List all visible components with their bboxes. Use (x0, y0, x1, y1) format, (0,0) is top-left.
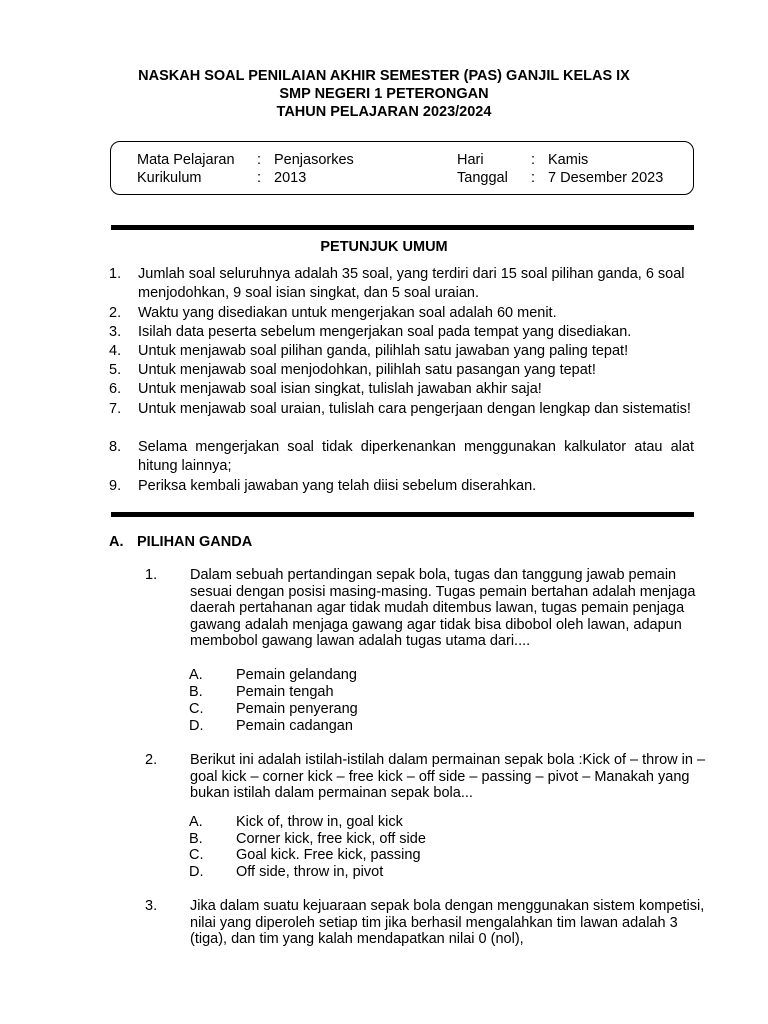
option-text: Goal kick. Free kick, passing (236, 847, 421, 863)
option-text: Pemain gelandang (236, 667, 357, 683)
instruction-number: 8. (109, 439, 122, 455)
instruction-number: 5. (109, 362, 122, 378)
day-label: Hari (457, 152, 484, 168)
instruction-text: Untuk menjawab soal pilihan ganda, pilihlah satu jawaban yang paling tepat! (138, 343, 629, 359)
option-letter: D. (189, 864, 204, 880)
option-letter: A. (189, 814, 203, 830)
curriculum-value: 2013 (274, 170, 307, 186)
option-letter: C. (189, 701, 204, 717)
question-text: Berikut ini adalah istilah-istilah dalam permainan sepak bola :Kick of – throw in – goal kick – corner kick – free kick – off side – passing – pivot – Manakah yang bukan istilah dalam permainan sepak bola... (190, 752, 706, 802)
option-text: Off side, throw in, pivot (236, 864, 384, 880)
subject-separator: : (257, 152, 262, 168)
instruction-text: Isilah data peserta sebelum mengerjakan soal pada tempat yang disediakan. (138, 324, 632, 340)
option-text: Pemain cadangan (236, 718, 353, 734)
subject-label: Mata Pelajaran (137, 152, 235, 168)
instruction-text: Periksa kembali jawaban yang telah diisi sebelum diserahkan. (138, 478, 537, 494)
instruction-text: Untuk menjawab soal menjodohkan, pilihlah satu pasangan yang tepat! (138, 362, 596, 378)
option-letter: B. (189, 684, 203, 700)
question-text: Dalam sebuah pertandingan sepak bola, tugas dan tanggung jawab pemain sesuai dengan posisi masing-masing. Tugas pemain bertahan adalah menjaga daerah pertahanan agar tidak mudah ditembus lawan, tugas pemain penjaga gawang adalah menjaga gawang agar tidak bisa dibobol oleh lawan, adapun membobol gawang lawan adalah tugas utama dari.... (190, 567, 696, 650)
instruction-text: Waktu yang disediakan untuk mengerjakan soal adalah 60 menit. (138, 305, 557, 321)
instruction-text: Jumlah soal seluruhnya adalah 35 soal, yang terdiri dari 15 soal pilihan ganda, 6 soal menjodohkan, 9 soal isian singkat, dan 5 soal uraian. (138, 266, 685, 301)
subject-value: Penjasorkes (274, 152, 354, 168)
instruction-number: 7. (109, 401, 122, 417)
curriculum-label: Kurikulum (137, 170, 202, 186)
question-number: 1. (145, 567, 158, 583)
school-name: SMP NEGERI 1 PETERONGAN (279, 86, 489, 102)
instruction-number: 1. (109, 266, 122, 282)
question-number: 3. (145, 898, 158, 914)
option-letter: D. (189, 718, 204, 734)
date-separator: : (531, 170, 536, 186)
day-separator: : (531, 152, 536, 168)
option-text: Corner kick, free kick, off side (236, 831, 426, 847)
instruction-text: Untuk menjawab soal isian singkat, tulislah jawaban akhir saja! (138, 381, 542, 397)
question-number: 2. (145, 752, 158, 768)
divider-rule (111, 225, 694, 230)
section-letter: A. (109, 534, 124, 550)
instruction-number: 4. (109, 343, 122, 359)
option-text: Kick of, throw in, goal kick (236, 814, 403, 830)
section-heading: PILIHAN GANDA (137, 534, 253, 550)
date-value: 7 Desember 2023 (548, 170, 664, 186)
exam-title: NASKAH SOAL PENILAIAN AKHIR SEMESTER (PAS) GANJIL KELAS IX (138, 68, 630, 84)
option-letter: A. (189, 667, 203, 683)
option-text: Pemain penyerang (236, 701, 358, 717)
instruction-text: Selama mengerjakan soal tidak diperkenankan menggunakan kalkulator atau alat hitung lainnya; (138, 439, 694, 474)
instruction-number: 9. (109, 478, 122, 494)
instruction-number: 2. (109, 305, 122, 321)
date-label: Tanggal (457, 170, 508, 186)
instruction-number: 3. (109, 324, 122, 340)
instruction-text: Untuk menjawab soal uraian, tulislah cara pengerjaan dengan lengkap dan sistematis! (138, 401, 691, 417)
option-letter: C. (189, 847, 204, 863)
day-value: Kamis (548, 152, 589, 168)
instruction-number: 6. (109, 381, 122, 397)
instructions-heading: PETUNJUK UMUM (320, 239, 448, 255)
academic-year: TAHUN PELAJARAN 2023/2024 (276, 104, 492, 120)
option-text: Pemain tengah (236, 684, 334, 700)
divider-rule (111, 512, 694, 517)
option-letter: B. (189, 831, 203, 847)
question-text: Jika dalam suatu kejuaraan sepak bola dengan menggunakan sistem kompetisi, nilai yang diperoleh setiap tim jika berhasil mengalahkan tim lawan adalah 3 (tiga), dan tim yang kalah mendapatkan nilai 0 (nol), (190, 898, 705, 948)
curriculum-separator: : (257, 170, 262, 186)
